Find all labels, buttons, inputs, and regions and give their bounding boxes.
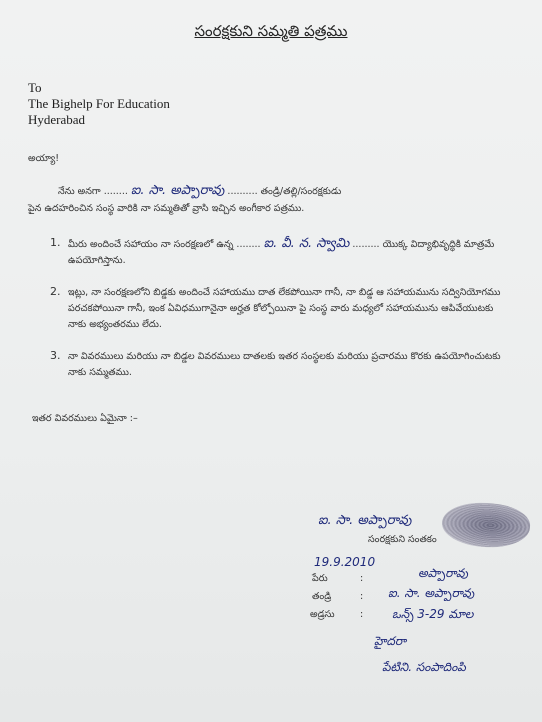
guardian-name-handwritten: ఐ. సా. అప్పారావు	[130, 183, 225, 198]
thumb-impression	[441, 500, 532, 550]
address-to: To	[28, 80, 42, 95]
clause-1-text-a: మీరు అందించే సహాయం నా సంరక్షణలో ఉన్న	[68, 239, 234, 250]
clause-1-dots-b: .........	[352, 239, 380, 250]
address-line-3-handwritten: పేటిని. సంపాదింపి	[382, 660, 466, 674]
address-label: అడ్రసు	[310, 609, 335, 620]
thumb-ridges	[441, 500, 532, 550]
line1-suffix: తండ్రి/తల్లి/సంరక్షకుడు	[260, 186, 342, 197]
clause-1	[50, 236, 510, 272]
address-line-2-handwritten: హైదరా	[374, 634, 407, 648]
other-details-label: ఇతర వివరములు ఏమైనా :–	[32, 413, 138, 424]
clause-text	[68, 236, 508, 269]
clause-number: 3.	[50, 349, 61, 362]
father-colon: :	[360, 591, 364, 602]
address-org: The Bighelp For Education	[28, 96, 170, 111]
clause-number: 2.	[50, 285, 61, 298]
clause-text: నా వివరములు మరియు నా బిడ్డల వివరములు దాతలకు ఇతర సంస్థలకు మరియు ప్రచారము కొరకు ఉపయోగించుటకు నాకు సమ్మతము.	[68, 351, 501, 378]
signature-date: 19.9.2010	[314, 555, 376, 569]
declaration-line-1	[58, 183, 341, 201]
recipient-address	[28, 80, 170, 128]
line1-dots-a: ........	[103, 186, 128, 197]
line1-dots-b: ..........	[227, 186, 258, 197]
clause-1-dots-a: ........	[236, 239, 261, 250]
father-label: తండ్రి	[312, 591, 332, 602]
address-colon: :	[360, 609, 364, 620]
name-colon: :	[360, 573, 364, 584]
father-value-handwritten: ఐ. సా. అప్పారావు	[388, 586, 475, 600]
clause-number: 1.	[50, 236, 61, 249]
address-city: Hyderabad	[28, 112, 86, 127]
declaration-line-2: పైన ఉదహరించిన సంస్థ వారికి నా సమ్మతితో వ్రాసి ఇచ్చిన అంగీకార పత్రము.	[28, 203, 305, 214]
name-label: పేరు	[312, 573, 328, 584]
guardian-signature-handwritten: ఐ. సా. అప్పారావు	[318, 513, 412, 528]
clause-1-text-b: యొక్క విద్యాభివృద్ధికి మాత్రమే ఉపయోగిస్తాను.	[68, 239, 495, 266]
student-name-handwritten: ఐ. వీ. న. స్వామి	[263, 236, 350, 251]
signature-caption: సంరక్షకుని సంతకం	[368, 534, 437, 545]
salutation: అయ్యా!	[28, 153, 60, 164]
document-title: సంరక్షకుని సమ్మతి పత్రము	[194, 22, 348, 40]
line1-prefix: నేను అనగా	[58, 186, 101, 197]
clause-text: ఇట్లు, నా సంరక్షణలోని బిడ్డకు అందించే సహాయము దాత లేకపోయినా గానీ, నా బిడ్డ ఆ సహాయమును సద్వినియోగము పరచకపోయినా గానీ, ఇంక ఏవిధముగానైనా అర్హత కోల్పోయినా పై సంస్థ వారు మధ్యలో సహాయమును ఆపివేయుటకు నాకు అభ్యంతరము లేదు.	[68, 287, 501, 330]
clause-3	[50, 349, 510, 385]
name-value-handwritten: అప్పారావు	[418, 566, 468, 580]
address-line-1-handwritten: ఒన్స్ 3-29 మాల	[392, 607, 474, 621]
clause-2	[50, 285, 510, 337]
